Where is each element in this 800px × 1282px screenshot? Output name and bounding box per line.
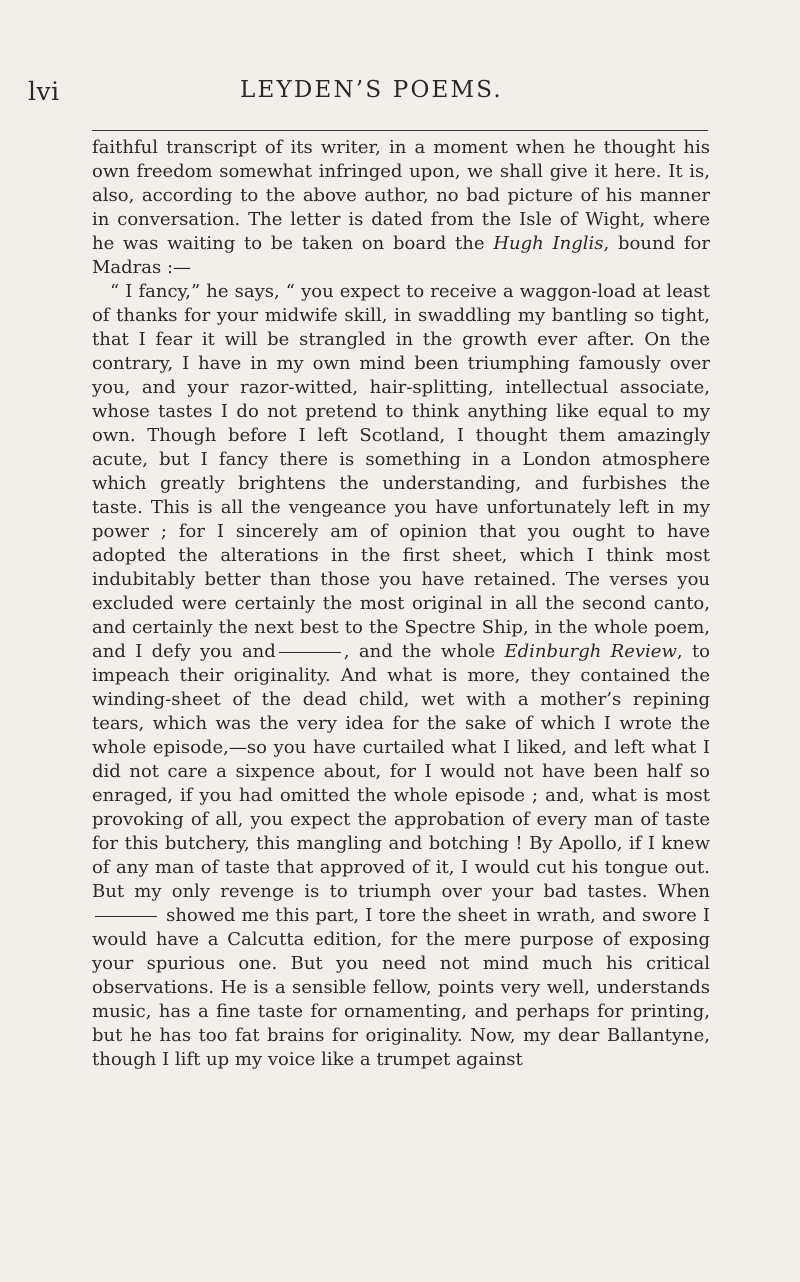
review-title: Edinburgh Review: [504, 641, 677, 662]
page-number: lvi: [28, 77, 60, 106]
intro-text: faithful transcript of its writer, in a moment when he thought his own freedom somewhat infringed upon, we shall give it here. It is, also, according to the above author, no bad picture of his manner in conversation. The letter is dated from the Isle of Wight, where he was waiting to be taken on board the: [92, 137, 710, 254]
body-text: [92, 136, 710, 1072]
letter-text-a: “ I fancy,” he says, “ you expect to receive a waggon-load at least of thanks for your midwife skill, in swaddling my bantling so tight, that I fear it will be strangled in the growth ever after. On the contrary, I have in my own mind been triumphing famously over you, and your razor-witted, hair-splitting, intellectual associate, whose tastes I do not pretend to think anything like equal to my own. Though before I left Scotland, I thought them amazingly acute, but I fancy there is something in a London atmosphere which greatly brightens the understanding, and furbishes the taste. This is all the vengeance you have unfortunately left in my power ; for I sincerely am of opinion that you ought to have adopted the alterations in the first sheet, which I think most indubitably better than those you have retained. The verses you excluded were certainly the most original in all the second canto, and certainly the next best to the Spectre Ship, in the whole poem, and I defy you and: [92, 281, 710, 662]
elided-name-dash-2: [95, 916, 157, 917]
letter-text-b: , and the whole: [343, 641, 505, 662]
intro-end: , bound for Madras :—: [92, 233, 710, 278]
ship-name: Hugh Inglis: [493, 233, 604, 254]
letter-text-c: , to impeach their originality. And what is more, they contained the winding-sheet of the dead child, wet with a mother’s repining tears, which was the very idea for the sake of which I wrote the whole episode,—so you have curtailed what I liked, and left what I did not care a sixpence about, for I would not have been half so enraged, if you had omitted the whole episode ; and, what is most provoking of all, you expect the approbation of every man of taste for this butchery, this mangling and botching ! By Apollo, if I knew of any man of taste that approved of it, I would cut his tongue out. But my only revenge is to triumph over your bad tastes. When: [92, 641, 711, 902]
running-head: [28, 77, 702, 107]
letter-text-d: showed me this part, I tore the sheet in wrath, and swore I would have a Calcutta edition, for the mere purpose of exposing your spurious one. But you need not mind much his critical observations. He is a sensible fellow, points very well, understands music, has a fine taste for ornamenting, and perhaps for printing, but he has too fat brains for originality. Now, my dear Ballantyne, though I lift up my voice like a trumpet against: [92, 905, 710, 1070]
elided-name-dash: [279, 652, 341, 653]
header-rule: [92, 130, 708, 131]
paragraph-intro: [92, 136, 710, 280]
paragraph-letter: [92, 280, 710, 1072]
running-title: LEYDEN’S POEMS.: [240, 77, 503, 103]
